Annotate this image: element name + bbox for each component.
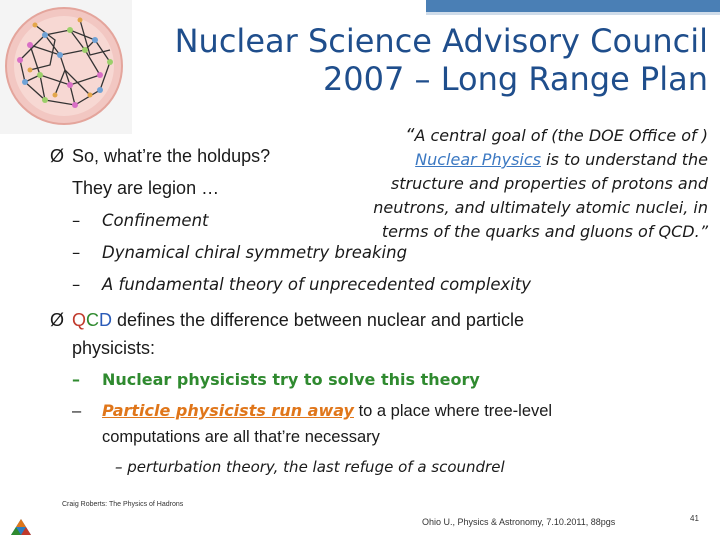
quote-open-mark: “ — [405, 125, 415, 146]
footer-venue: Ohio U., Physics & Astronomy, 7.10.2011, 88pgs — [422, 517, 616, 527]
item-text: Dynamical chiral symmetry breaking — [102, 243, 408, 262]
quote-line-2 — [360, 148, 708, 172]
bullet1-item-1 — [72, 211, 209, 230]
logo-icon — [10, 518, 32, 536]
quote-line-1 — [360, 124, 708, 148]
quote-block — [360, 124, 708, 244]
bullet2-line-2: physicists: — [72, 338, 156, 358]
header-accent-stripe — [426, 12, 720, 15]
bullet2-item-1 — [72, 370, 480, 390]
dash-icon: – — [72, 402, 82, 420]
qcd-q: Q — [72, 310, 87, 330]
bullet2-item-2 — [72, 401, 552, 421]
sub-item-text: perturbation theory, the last refuge of a scoundrel — [127, 458, 505, 476]
quote-line-5: terms of the quarks and gluons of QCD.” — [381, 222, 708, 241]
quote-part-2: is to understand the — [540, 150, 708, 169]
bullet1-line-1: So, what’re the holdups? — [72, 146, 271, 166]
bullet2-item-2-line-2: computations are all that’re necessary — [102, 428, 380, 446]
footer-author: Craig Roberts: The Physics of Hadrons — [62, 501, 184, 508]
bullet-arrow-icon: Ø — [50, 146, 65, 166]
header-accent-bar — [426, 0, 720, 12]
dash-icon: – — [115, 458, 123, 476]
bullet-arrow-icon: Ø — [50, 310, 65, 330]
item-text: Nuclear physicists try to solve this theory — [102, 370, 480, 389]
bullet1-item-2 — [72, 243, 407, 262]
item-text: to a place where tree-level — [353, 402, 553, 420]
bullet1-item-3 — [72, 275, 531, 294]
dash-icon: – — [72, 211, 81, 230]
quote-line-3: structure and properties of protons and — [390, 174, 708, 193]
bullet2-rest: defines the difference between nuclear and particle — [112, 310, 524, 330]
nucleus-network-image — [0, 0, 132, 134]
dash-icon: – — [72, 243, 81, 262]
item-text: A fundamental theory of unprecedented complexity — [102, 275, 532, 294]
bullet1-line-2: They are legion … — [72, 178, 220, 198]
item-text: Confinement — [102, 211, 209, 230]
slide-title — [175, 22, 708, 98]
quote-line-4: neutrons, and ultimately atomic nuclei, in — [373, 198, 708, 217]
nuclear-physics-link[interactable]: Nuclear Physics — [415, 150, 541, 169]
page-number: 41 — [690, 514, 699, 523]
bullet2-line-1 — [72, 310, 524, 331]
qcd-c: C — [86, 310, 100, 330]
quote-part-1: A central goal of (the DOE Office of ) — [414, 126, 708, 145]
sub-item — [115, 458, 505, 476]
qcd-d: D — [99, 310, 113, 330]
dash-icon: – — [72, 275, 81, 294]
title-line-2: 2007 – Long Range Plan — [322, 60, 708, 98]
dash-icon: – — [72, 370, 80, 389]
title-line-1: Nuclear Science Advisory Council — [174, 22, 708, 60]
highlight-text: Particle physicists run away — [102, 401, 354, 420]
